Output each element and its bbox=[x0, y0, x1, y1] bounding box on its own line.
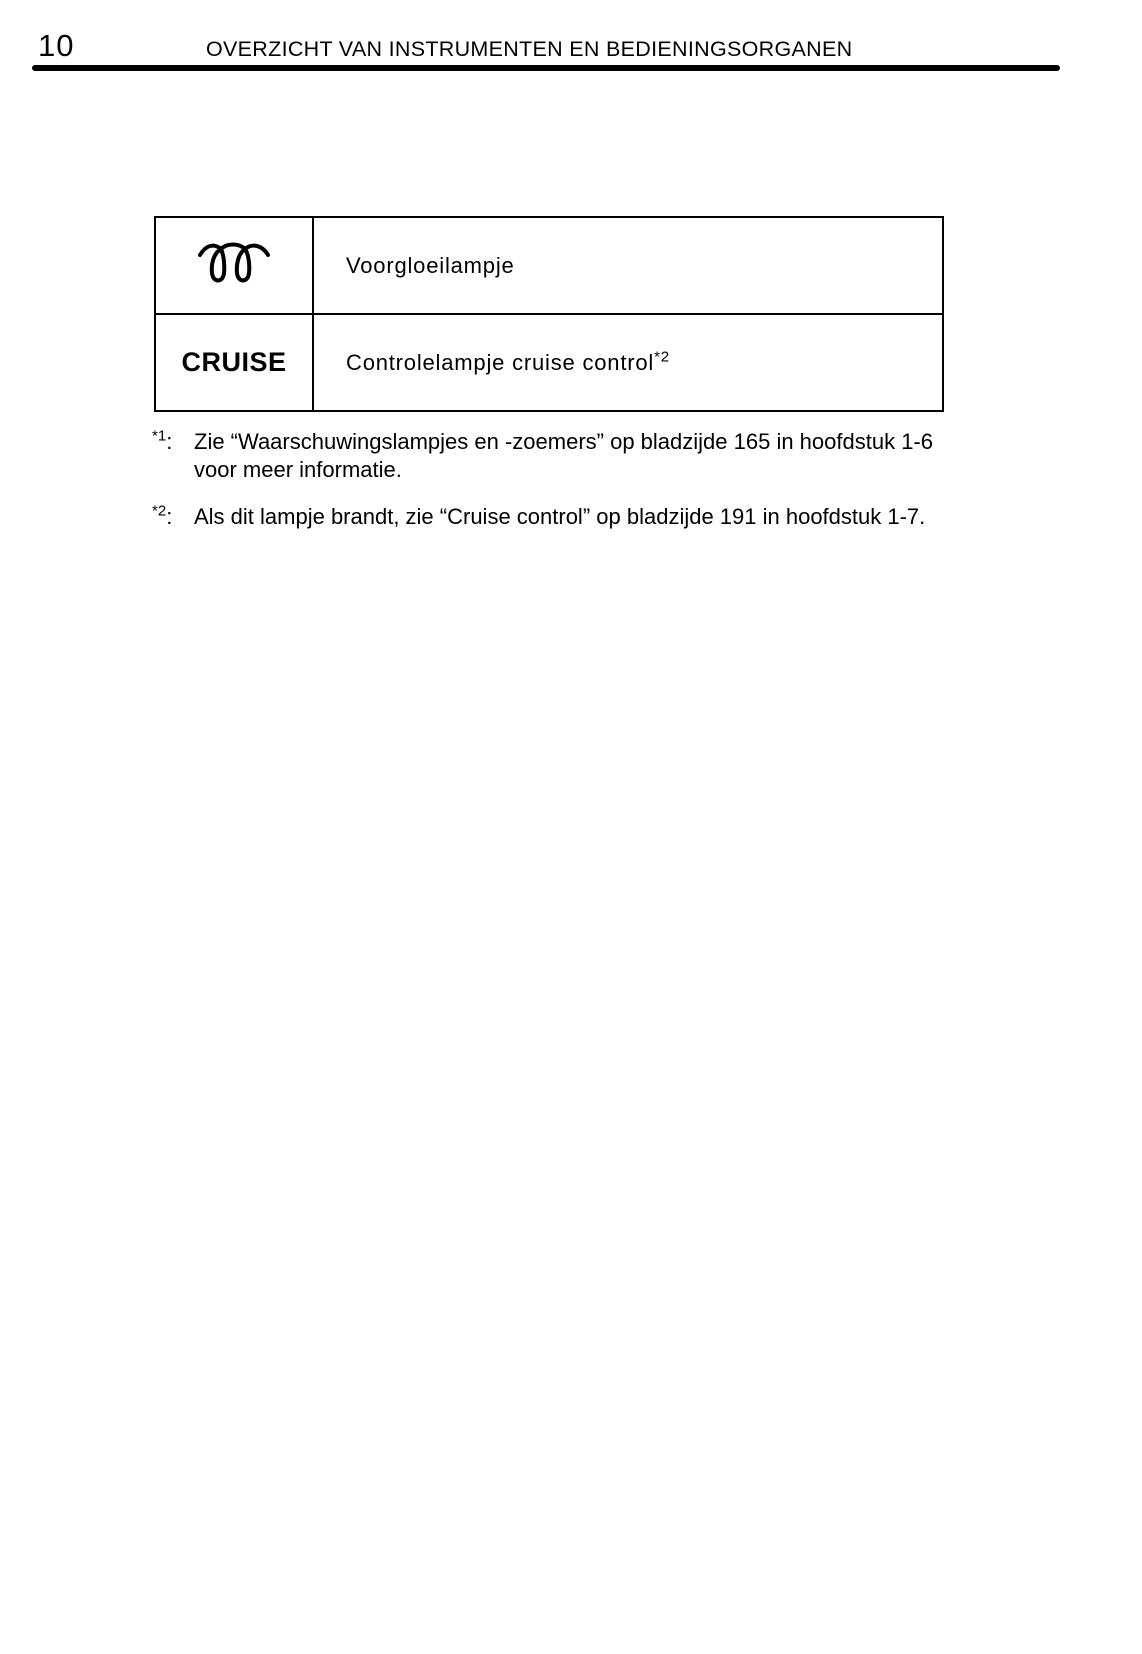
table-row bbox=[155, 217, 943, 314]
description-cell bbox=[313, 217, 943, 314]
footnote bbox=[152, 428, 952, 484]
cruise-indicator-label: Controlelampje cruise control bbox=[346, 349, 655, 375]
glow-indicator-label: Voorgloeilampje bbox=[346, 252, 515, 278]
footnote-text: Als dit lampje brandt, zie “Cruise control” op bladzijde 191 in hoofdstuk 1-7. bbox=[194, 504, 926, 529]
page-number: 10 bbox=[38, 28, 75, 63]
symbol-cell bbox=[155, 217, 313, 314]
note-reference: *2 bbox=[654, 348, 670, 366]
footnote bbox=[152, 503, 952, 531]
running-head: OVERZICHT VAN INSTRUMENTEN EN BEDIENINGSORGANEN bbox=[206, 37, 853, 61]
footnote-text: Zie “Waarschuwingslampjes en -zoemers” op bladzijde 165 in hoofdstuk 1-6 voor meer informatie. bbox=[194, 429, 933, 482]
cruise-symbol: CRUISE bbox=[181, 347, 287, 377]
indicator-table bbox=[154, 216, 944, 412]
glow-plug-coil-icon bbox=[194, 239, 274, 292]
description-cell bbox=[313, 314, 943, 411]
symbol-cell bbox=[155, 314, 313, 411]
footnote-marker: $^{*1}$: bbox=[152, 427, 173, 454]
header-rule bbox=[32, 65, 1060, 71]
footnotes bbox=[152, 428, 952, 550]
footnote-marker: $^{*2}$: bbox=[152, 502, 173, 529]
table-row bbox=[155, 314, 943, 411]
